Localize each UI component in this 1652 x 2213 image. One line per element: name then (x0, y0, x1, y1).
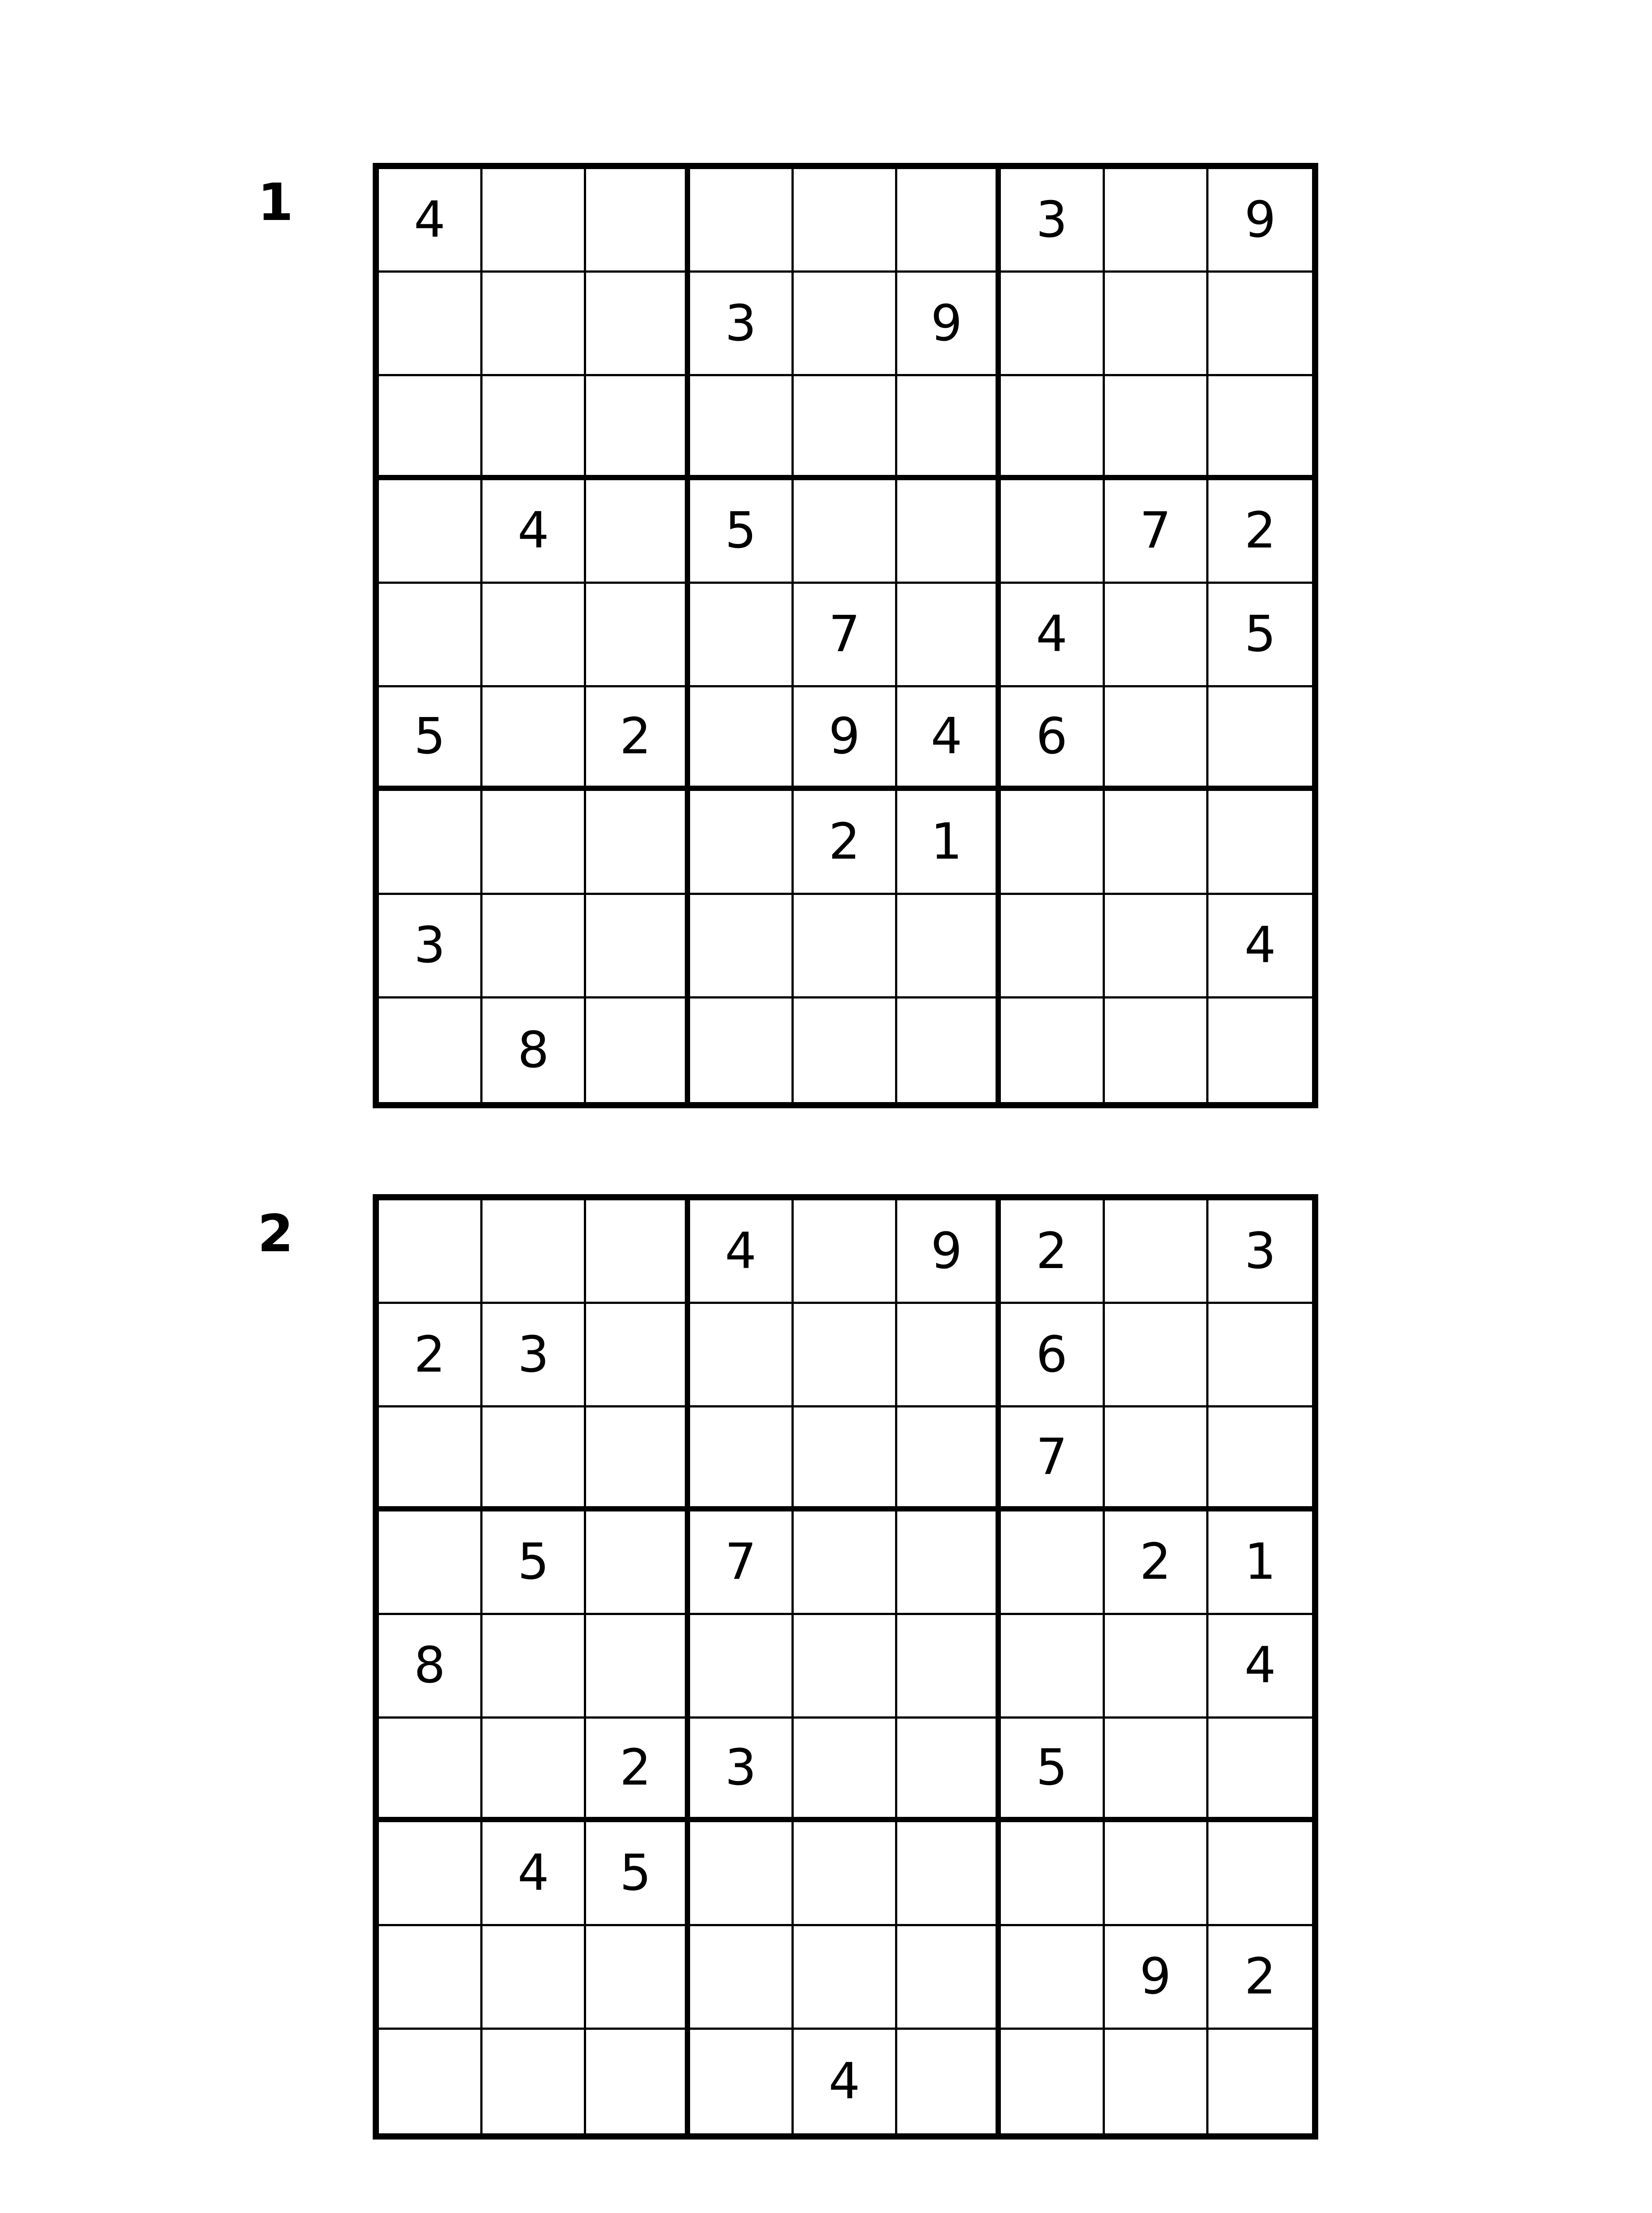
sudoku-cell[interactable] (794, 376, 897, 480)
sudoku-cell[interactable] (690, 791, 794, 894)
sudoku-cell[interactable] (379, 1200, 482, 1304)
sudoku-cell[interactable] (1105, 687, 1208, 791)
sudoku-cell[interactable] (586, 1615, 690, 1719)
sudoku-cell[interactable] (1105, 1822, 1208, 1926)
sudoku-cell[interactable] (586, 273, 690, 376)
sudoku-cell[interactable] (586, 1511, 690, 1615)
sudoku-cell[interactable] (690, 376, 794, 480)
sudoku-cell[interactable] (1208, 273, 1312, 376)
sudoku-cell[interactable]: 5 (690, 480, 794, 584)
sudoku-cell[interactable] (1105, 169, 1208, 273)
sudoku-cell[interactable] (794, 999, 897, 1102)
sudoku-cell[interactable] (482, 1926, 586, 2030)
sudoku-cell[interactable] (690, 1304, 794, 1407)
sudoku-cell[interactable]: 5 (482, 1511, 586, 1615)
sudoku-cell[interactable] (379, 1511, 482, 1615)
sudoku-cell[interactable] (690, 169, 794, 273)
sudoku-cell[interactable] (586, 584, 690, 687)
sudoku-cell[interactable] (1105, 999, 1208, 1102)
sudoku-cell[interactable] (690, 2030, 794, 2133)
sudoku-cell[interactable] (1105, 791, 1208, 894)
sudoku-cell[interactable] (1105, 1304, 1208, 1407)
sudoku-cell[interactable] (1105, 1407, 1208, 1511)
sudoku-cell[interactable] (1001, 999, 1104, 1102)
puzzle-number: 1 (258, 173, 293, 232)
sudoku-cell[interactable] (690, 1926, 794, 2030)
sudoku-cell[interactable] (482, 169, 586, 273)
sudoku-cell[interactable]: 6 (1001, 687, 1104, 791)
sudoku-cell[interactable]: 9 (897, 273, 1001, 376)
sudoku-cell[interactable]: 4 (794, 2030, 897, 2133)
sudoku-cell[interactable]: 4 (379, 169, 482, 273)
sudoku-cell[interactable] (1001, 2030, 1104, 2133)
sudoku-cell[interactable]: 7 (1105, 480, 1208, 584)
sudoku-cell[interactable]: 5 (379, 687, 482, 791)
sudoku-cell[interactable] (794, 1615, 897, 1719)
sudoku-cell[interactable] (1208, 1822, 1312, 1926)
sudoku-cell[interactable] (1208, 1304, 1312, 1407)
sudoku-cell[interactable]: 9 (897, 1200, 1001, 1304)
sudoku-cell[interactable] (1208, 376, 1312, 480)
sudoku-cell[interactable] (1001, 1511, 1104, 1615)
sudoku-cell[interactable]: 3 (379, 895, 482, 999)
sudoku-cell[interactable]: 9 (794, 687, 897, 791)
sudoku-cell[interactable] (1208, 1719, 1312, 1822)
sudoku-cell[interactable] (379, 1926, 482, 2030)
sudoku-cell[interactable]: 2 (1105, 1511, 1208, 1615)
sudoku-cell[interactable] (794, 1719, 897, 1822)
sudoku-cell[interactable] (482, 687, 586, 791)
sudoku-cell[interactable] (1001, 273, 1104, 376)
sudoku-cell[interactable] (1001, 480, 1104, 584)
sudoku-cell[interactable] (1105, 895, 1208, 999)
sudoku-cell[interactable] (1001, 1822, 1104, 1926)
sudoku-cell[interactable]: 7 (794, 584, 897, 687)
sudoku-cell[interactable] (379, 1407, 482, 1511)
sudoku-cell[interactable] (482, 584, 586, 687)
sudoku-cell[interactable] (794, 169, 897, 273)
sudoku-cell[interactable]: 4 (1208, 895, 1312, 999)
sudoku-cell[interactable]: 4 (897, 687, 1001, 791)
sudoku-cell[interactable] (690, 1822, 794, 1926)
sudoku-cell[interactable] (482, 1615, 586, 1719)
sudoku-cell[interactable] (586, 169, 690, 273)
sudoku-grid (373, 163, 1318, 1108)
sudoku-cell[interactable] (897, 1511, 1001, 1615)
sudoku-cell[interactable] (794, 1200, 897, 1304)
sudoku-cell[interactable] (1001, 895, 1104, 999)
sudoku-cell[interactable] (379, 2030, 482, 2133)
sudoku-cell[interactable] (586, 480, 690, 584)
sudoku-cell[interactable] (379, 1719, 482, 1822)
sudoku-cell[interactable] (379, 584, 482, 687)
sudoku-cell[interactable]: 6 (1001, 1304, 1104, 1407)
sudoku-cell[interactable]: 4 (482, 480, 586, 584)
sudoku-cell[interactable] (794, 1926, 897, 2030)
sudoku-cell[interactable] (586, 1200, 690, 1304)
sudoku-cell[interactable] (690, 895, 794, 999)
sudoku-cell[interactable] (586, 791, 690, 894)
sudoku-cell[interactable]: 7 (1001, 1407, 1104, 1511)
sudoku-cell[interactable]: 1 (897, 791, 1001, 894)
sudoku-cell[interactable] (794, 480, 897, 584)
sudoku-cell[interactable] (586, 895, 690, 999)
sudoku-cell[interactable] (1105, 1719, 1208, 1822)
sudoku-cell[interactable] (794, 1822, 897, 1926)
sudoku-grid (373, 1194, 1318, 2140)
sudoku-cell[interactable] (1208, 999, 1312, 1102)
sudoku-cell[interactable] (1105, 1615, 1208, 1719)
sudoku-cell[interactable]: 8 (379, 1615, 482, 1719)
sudoku-cell[interactable] (482, 791, 586, 894)
sudoku-cell[interactable] (379, 999, 482, 1102)
sudoku-cell[interactable] (897, 169, 1001, 273)
sudoku-cell[interactable]: 4 (1001, 584, 1104, 687)
sudoku-cell[interactable] (1105, 584, 1208, 687)
sudoku-cell[interactable] (690, 1407, 794, 1511)
sudoku-cell[interactable]: 5 (586, 1822, 690, 1926)
sudoku-cell[interactable] (897, 895, 1001, 999)
sudoku-cell[interactable] (1105, 273, 1208, 376)
puzzle-number: 2 (258, 1204, 293, 1264)
sudoku-cell[interactable] (897, 999, 1001, 1102)
sudoku-cell[interactable] (897, 584, 1001, 687)
sudoku-cell[interactable] (794, 273, 897, 376)
sudoku-cell[interactable] (897, 480, 1001, 584)
sudoku-cell[interactable] (897, 1304, 1001, 1407)
sudoku-cell[interactable] (794, 1511, 897, 1615)
sudoku-cell[interactable] (482, 1719, 586, 1822)
sudoku-cell[interactable]: 2 (1208, 1926, 1312, 2030)
sudoku-cell[interactable] (897, 1615, 1001, 1719)
sudoku-cell[interactable] (897, 1407, 1001, 1511)
sudoku-cell[interactable] (586, 1304, 690, 1407)
sudoku-cell[interactable]: 5 (1001, 1719, 1104, 1822)
sudoku-cell[interactable] (1105, 2030, 1208, 2133)
sudoku-cell[interactable]: 7 (690, 1511, 794, 1615)
sudoku-cell[interactable]: 5 (1208, 584, 1312, 687)
sudoku-cell[interactable]: 2 (794, 791, 897, 894)
sudoku-cell[interactable]: 1 (1208, 1511, 1312, 1615)
sudoku-cell[interactable] (1105, 1200, 1208, 1304)
sudoku-cell[interactable]: 2 (1208, 480, 1312, 584)
sudoku-cell[interactable] (690, 584, 794, 687)
sudoku-cell[interactable]: 9 (1105, 1926, 1208, 2030)
sudoku-cell[interactable]: 3 (482, 1304, 586, 1407)
sudoku-cell[interactable] (794, 895, 897, 999)
sudoku-cell[interactable]: 4 (690, 1200, 794, 1304)
sudoku-cell[interactable] (379, 480, 482, 584)
sudoku-cell[interactable] (897, 1926, 1001, 2030)
sudoku-cell[interactable]: 3 (690, 1719, 794, 1822)
sudoku-cell[interactable] (586, 999, 690, 1102)
sudoku-cell[interactable] (1001, 376, 1104, 480)
sudoku-cell[interactable]: 3 (1001, 169, 1104, 273)
sudoku-cell[interactable] (482, 2030, 586, 2133)
sudoku-cell[interactable] (586, 1407, 690, 1511)
sudoku-cell[interactable] (586, 376, 690, 480)
sudoku-cell[interactable] (1208, 687, 1312, 791)
sudoku-cell[interactable] (379, 273, 482, 376)
sudoku-cell[interactable] (897, 1719, 1001, 1822)
sudoku-cell[interactable] (482, 376, 586, 480)
sudoku-cell[interactable] (482, 895, 586, 999)
sudoku-cell[interactable]: 2 (379, 1304, 482, 1407)
sudoku-cell[interactable]: 2 (1001, 1200, 1104, 1304)
sudoku-cell[interactable] (482, 273, 586, 376)
sudoku-cell[interactable] (1001, 791, 1104, 894)
sudoku-cell[interactable] (482, 1200, 586, 1304)
sudoku-cell[interactable] (586, 2030, 690, 2133)
sudoku-cell[interactable] (379, 376, 482, 480)
sudoku-cell[interactable] (794, 1304, 897, 1407)
sudoku-cell[interactable]: 9 (1208, 169, 1312, 273)
sudoku-cell[interactable] (482, 1407, 586, 1511)
sudoku-cell[interactable] (1105, 376, 1208, 480)
sudoku-cell[interactable] (690, 687, 794, 791)
sudoku-cell[interactable] (1208, 2030, 1312, 2133)
sudoku-cell[interactable]: 4 (1208, 1615, 1312, 1719)
sudoku-cell[interactable]: 3 (1208, 1200, 1312, 1304)
sudoku-cell[interactable] (690, 1615, 794, 1719)
sudoku-cell[interactable]: 4 (482, 1822, 586, 1926)
sudoku-cell[interactable] (1208, 1407, 1312, 1511)
sudoku-cell[interactable]: 3 (690, 273, 794, 376)
sudoku-cell[interactable] (1001, 1926, 1104, 2030)
sudoku-cell[interactable] (586, 1926, 690, 2030)
sudoku-cell[interactable] (897, 376, 1001, 480)
sudoku-cell[interactable]: 8 (482, 999, 586, 1102)
sudoku-cell[interactable] (690, 999, 794, 1102)
sudoku-cell[interactable] (897, 2030, 1001, 2133)
sudoku-cell[interactable] (379, 1822, 482, 1926)
sudoku-cell[interactable] (1001, 1615, 1104, 1719)
sudoku-cell[interactable] (379, 791, 482, 894)
sudoku-cell[interactable]: 2 (586, 687, 690, 791)
sudoku-cell[interactable] (897, 1822, 1001, 1926)
sudoku-cell[interactable]: 2 (586, 1719, 690, 1822)
sudoku-cell[interactable] (1208, 791, 1312, 894)
sudoku-cell[interactable] (794, 1407, 897, 1511)
